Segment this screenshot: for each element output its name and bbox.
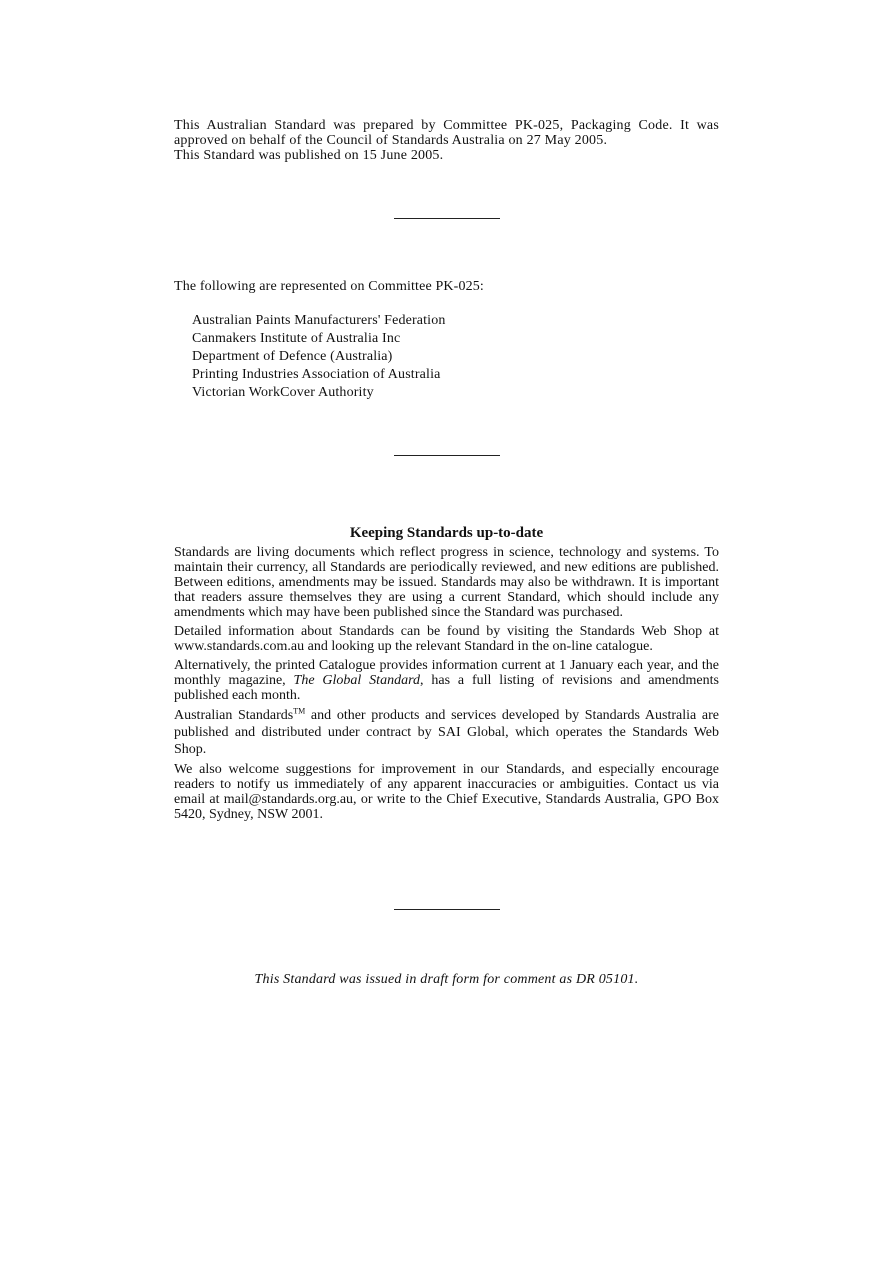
paragraph: We also welcome suggestions for improvement in our Standards, and especially encourage readers to notify us immediately of any apparent inaccuracies or ambiguities. Contact us via email at mail@standards.org.au, or write to the Chief Executive, Standards Australia, GPO Box 5420, Sydney, NSW 2001. [174,762,719,822]
paragraph [174,658,719,703]
paragraph-text: , has a full listing of revisions and amendments published each month. [174,673,719,703]
section-divider [394,909,500,910]
preparation-statement [174,118,719,163]
magazine-title: The Global Standard [293,673,420,688]
paragraph-text: Alternatively, the printed Catalogue provides information current at 1 January each year, and the monthly magazine, [174,658,719,688]
paragraph: Detailed information about Standards can be found by visiting the Standards Web Shop at www.standards.com.au and looking up the relevant Standard in the on-line catalogue. [174,624,719,654]
committee-intro: The following are represented on Committee PK-025: [174,279,484,294]
paragraph [174,707,719,758]
preparation-line: This Australian Standard was prepared by Committee PK-025, Packaging Code. It was approved on behalf of the Council of Standards Australia on 27 May 2005. [174,118,719,148]
keeping-standards-body [174,545,719,826]
section-divider [394,455,500,456]
keeping-standards-heading: Keeping Standards up-to-date [349,525,544,541]
committee-member: Australian Paints Manufacturers' Federation [192,313,446,328]
committee-member: Printing Industries Association of Australia [192,367,441,382]
paragraph: Standards are living documents which reflect progress in science, technology and systems. To maintain their currency, all Standards are periodically reviewed, and new editions are published. Between editions, amendments may be issued. Standards may also be withdrawn. It is important that readers assure themselves they are using a current Standard, which should include any amendments which may have been published since the Standard was purchased. [174,545,719,620]
paragraph-text: Australian Standards [174,708,294,723]
trademark-mark: TM [293,706,306,716]
section-divider [394,218,500,219]
paragraph-text: and other products and services developed by Standards Australia are published and distributed under contract by SAI Global, which operates the Standards Web Shop. [174,708,720,757]
committee-member: Department of Defence (Australia) [192,349,393,364]
committee-members-list [192,312,446,402]
draft-note: This Standard was issued in draft form for comment as DR 05101. [254,972,639,987]
committee-member: Canmakers Institute of Australia Inc [192,331,401,346]
committee-member: Victorian WorkCover Authority [192,385,374,400]
publication-line: This Standard was published on 15 June 2005. [174,148,444,163]
